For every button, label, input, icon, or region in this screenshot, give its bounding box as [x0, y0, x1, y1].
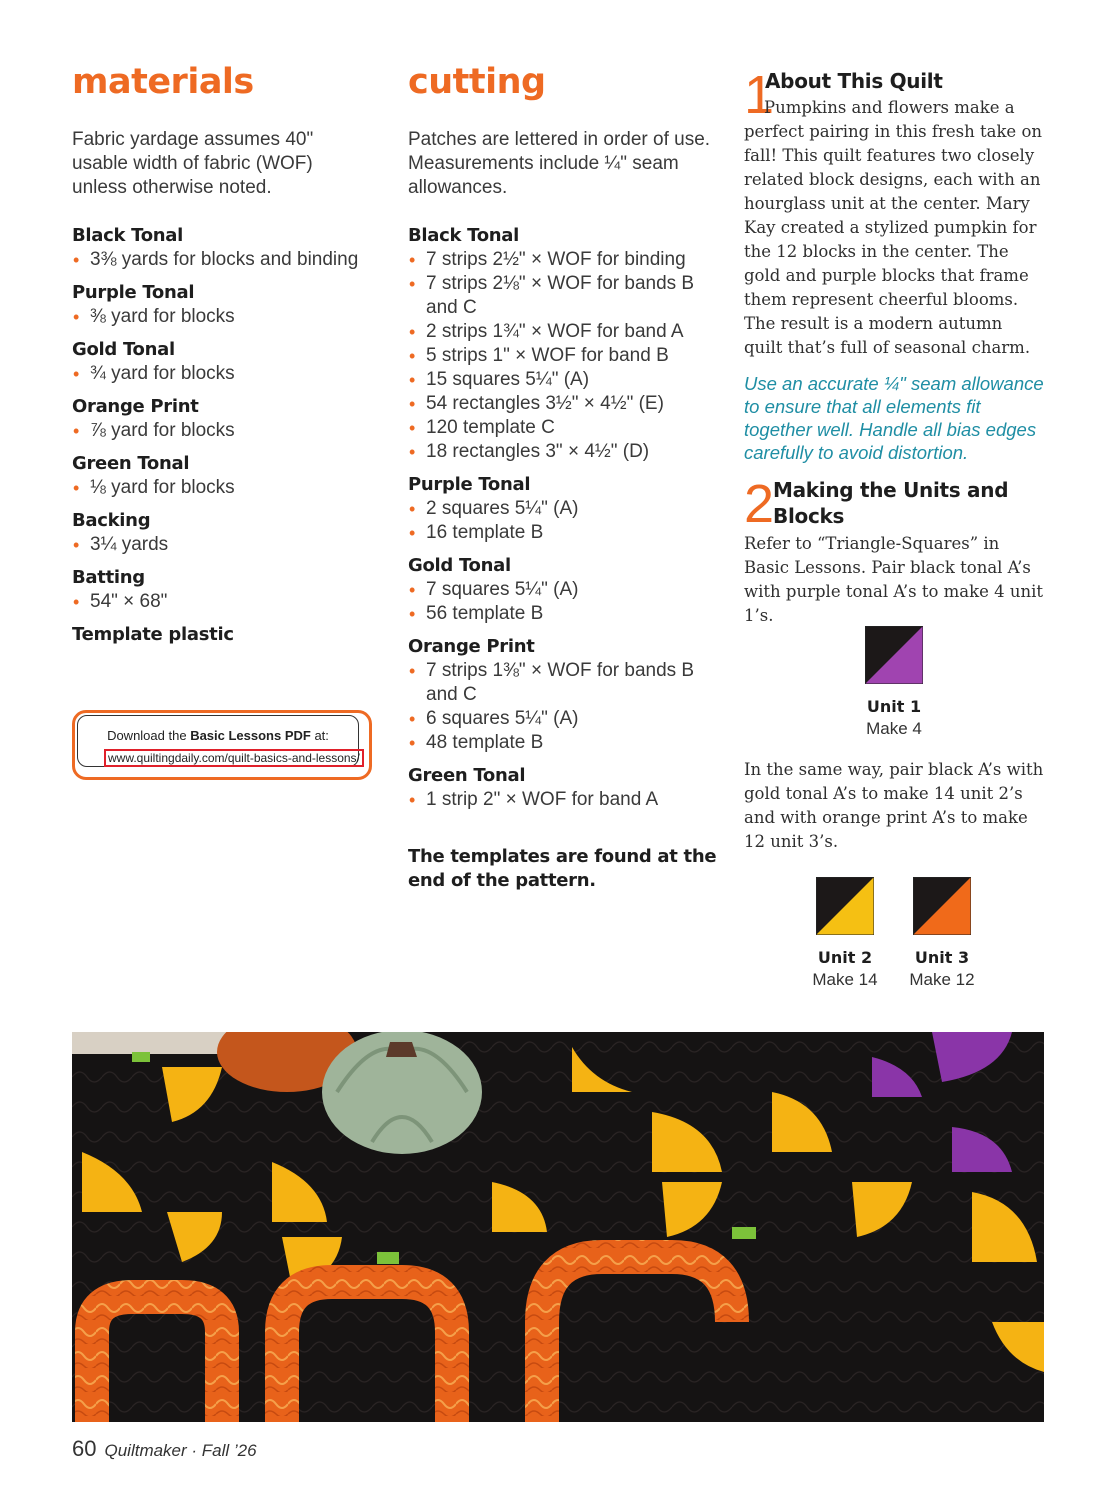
- page-number: 60: [72, 1436, 97, 1461]
- materials-item: • ⅛ yard for blocks: [72, 476, 382, 500]
- cutting-item: • 15 squares 5¼" (A): [408, 368, 718, 392]
- unit-3: [892, 877, 992, 991]
- cutting-item-list: [408, 659, 718, 755]
- cutting-section: [408, 764, 718, 812]
- unit-1-count: Make 4: [866, 719, 922, 738]
- cutting-item: • 7 squares 5¼" (A): [408, 578, 718, 602]
- step-2-text: Refer to “Triangle-Squares” in Basic Lessons. Pair black tonal A’s with purple tonal A’s to make 4 unit 1’s.: [744, 534, 1044, 625]
- materials-section-title: Green Tonal: [72, 453, 190, 474]
- materials-section: [72, 623, 382, 647]
- unit-1-label: Unit 1: [866, 697, 922, 716]
- materials-item: • 3¼ yards: [72, 533, 382, 557]
- cutting-item: • 54 rectangles 3½" × 4½" (E): [408, 392, 718, 416]
- cutting-item: • 2 squares 5¼" (A): [408, 497, 718, 521]
- materials-section-title: Orange Print: [72, 396, 199, 417]
- materials-item-list: [72, 590, 382, 614]
- cutting-item-list: [408, 578, 718, 626]
- download-link[interactable]: www.quiltingdaily.com/quilt-basics-and-lessons/: [104, 749, 364, 767]
- cutting-section-title: Purple Tonal: [408, 474, 531, 495]
- materials-section-title: Batting: [72, 567, 145, 588]
- cutting-item: • 6 squares 5¼" (A): [408, 707, 718, 731]
- cutting-item-list: [408, 248, 718, 464]
- cutting-heading: cutting: [408, 62, 546, 102]
- cutting-item: • 18 rectangles 3" × 4½" (D): [408, 440, 718, 464]
- cutting-section: [408, 224, 718, 464]
- unit-2: [795, 877, 895, 991]
- download-callout-inner: [77, 715, 359, 767]
- magazine-name: Quiltmaker · Fall ’26: [104, 1441, 257, 1460]
- cutting-section-title: Green Tonal: [408, 765, 526, 786]
- templates-note: The templates are found at the end of the pattern.: [408, 846, 717, 891]
- step-2-text-continued: In the same way, pair black A’s with gold tonal A’s to make 14 unit 2’s and with orange print A’s to make 12 unit 3’s.: [744, 760, 1044, 851]
- cutting-item-list: [408, 788, 718, 812]
- materials-section: [72, 224, 382, 272]
- cutting-section-title: Black Tonal: [408, 225, 520, 246]
- materials-item-list: [72, 362, 382, 386]
- cutting-item: • 56 template B: [408, 602, 718, 626]
- materials-item: • ⅞ yard for blocks: [72, 419, 382, 443]
- materials-section-title: Backing: [72, 510, 151, 531]
- materials-intro: Fabric yardage assumes 40" usable width of fabric (WOF) unless otherwise noted.: [72, 129, 314, 198]
- download-text: Download the Basic Lessons PDF at:: [107, 728, 329, 743]
- materials-heading: materials: [72, 62, 254, 102]
- cutting-section: [408, 473, 718, 545]
- page-footer: [72, 1436, 257, 1462]
- quilt-photo: [72, 1032, 1044, 1422]
- unit-2-label: Unit 2: [817, 948, 873, 967]
- unit-3-label: Unit 3: [914, 948, 970, 967]
- materials-item-list: [72, 419, 382, 443]
- unit-1: [844, 626, 944, 740]
- download-callout: [72, 710, 372, 780]
- cutting-section-title: Gold Tonal: [408, 555, 511, 576]
- materials-item-list: [72, 248, 382, 272]
- cutting-section: [408, 554, 718, 626]
- materials-section: [72, 281, 382, 329]
- cutting-section-title: Orange Print: [408, 636, 535, 657]
- materials-section: [72, 509, 382, 557]
- cutting-item: • 5 strips 1" × WOF for band B: [408, 344, 718, 368]
- unit-2-count: Make 14: [812, 970, 878, 989]
- materials-section: [72, 395, 382, 443]
- cutting-item: • 48 template B: [408, 731, 718, 755]
- seam-tip: Use an accurate ¼" seam allowance to ensure that all elements fit together well. Handle all bias edges carefully to avoid distortion.: [744, 373, 1044, 463]
- cutting-section: [408, 635, 718, 755]
- step-1-title: About This Quilt: [765, 69, 943, 93]
- materials-section: [72, 566, 382, 614]
- materials-section-title: Purple Tonal: [72, 282, 195, 303]
- step-1-text: Pumpkins and flowers make a perfect pairing in this fresh take on fall! This quilt features two closely related block designs, each with an hourglass unit at the center. Mary Kay created a stylized pumpkin for the 12 blocks in the center. The gold and purple blocks that frame them represent cheerful blooms. The result is a modern autumn quilt that’s full of seasonal charm.: [744, 98, 1043, 357]
- materials-item: • ¾ yard for blocks: [72, 362, 382, 386]
- materials-section: [72, 338, 382, 386]
- unit-3-count: Make 12: [909, 970, 975, 989]
- materials-item-list: [72, 533, 382, 557]
- cutting-item-list: [408, 497, 718, 545]
- cutting-item: • 7 strips 2⅛" × WOF for bands B and C: [408, 272, 718, 320]
- cutting-item: • 7 strips 2½" × WOF for binding: [408, 248, 718, 272]
- materials-section-title: Black Tonal: [72, 225, 184, 246]
- cutting-item: • 2 strips 1¾" × WOF for band A: [408, 320, 718, 344]
- cutting-intro: Patches are lettered in order of use. Measurements include ¼" seam allowances.: [408, 129, 711, 198]
- cutting-item: • 7 strips 1⅜" × WOF for bands B and C: [408, 659, 718, 707]
- unit-1-diagram: [865, 626, 923, 684]
- step-2-number: 2: [744, 474, 775, 534]
- materials-item: • 3⅜ yards for blocks and binding: [72, 248, 382, 272]
- step-1-number: 1: [744, 65, 775, 125]
- materials-section-title: Gold Tonal: [72, 339, 175, 360]
- cutting-item: • 120 template C: [408, 416, 718, 440]
- unit-2-diagram: [816, 877, 874, 935]
- materials-section: [72, 452, 382, 500]
- materials-item: • 54" × 68": [72, 590, 382, 614]
- materials-item-list: [72, 305, 382, 329]
- step-2-title: Making the Units and Blocks: [773, 478, 1009, 528]
- materials-section-title: Template plastic: [72, 624, 234, 645]
- cutting-item: • 16 template B: [408, 521, 718, 545]
- unit-3-diagram: [913, 877, 971, 935]
- materials-item: • ⅜ yard for blocks: [72, 305, 382, 329]
- materials-item-list: [72, 476, 382, 500]
- cutting-item: • 1 strip 2" × WOF for band A: [408, 788, 718, 812]
